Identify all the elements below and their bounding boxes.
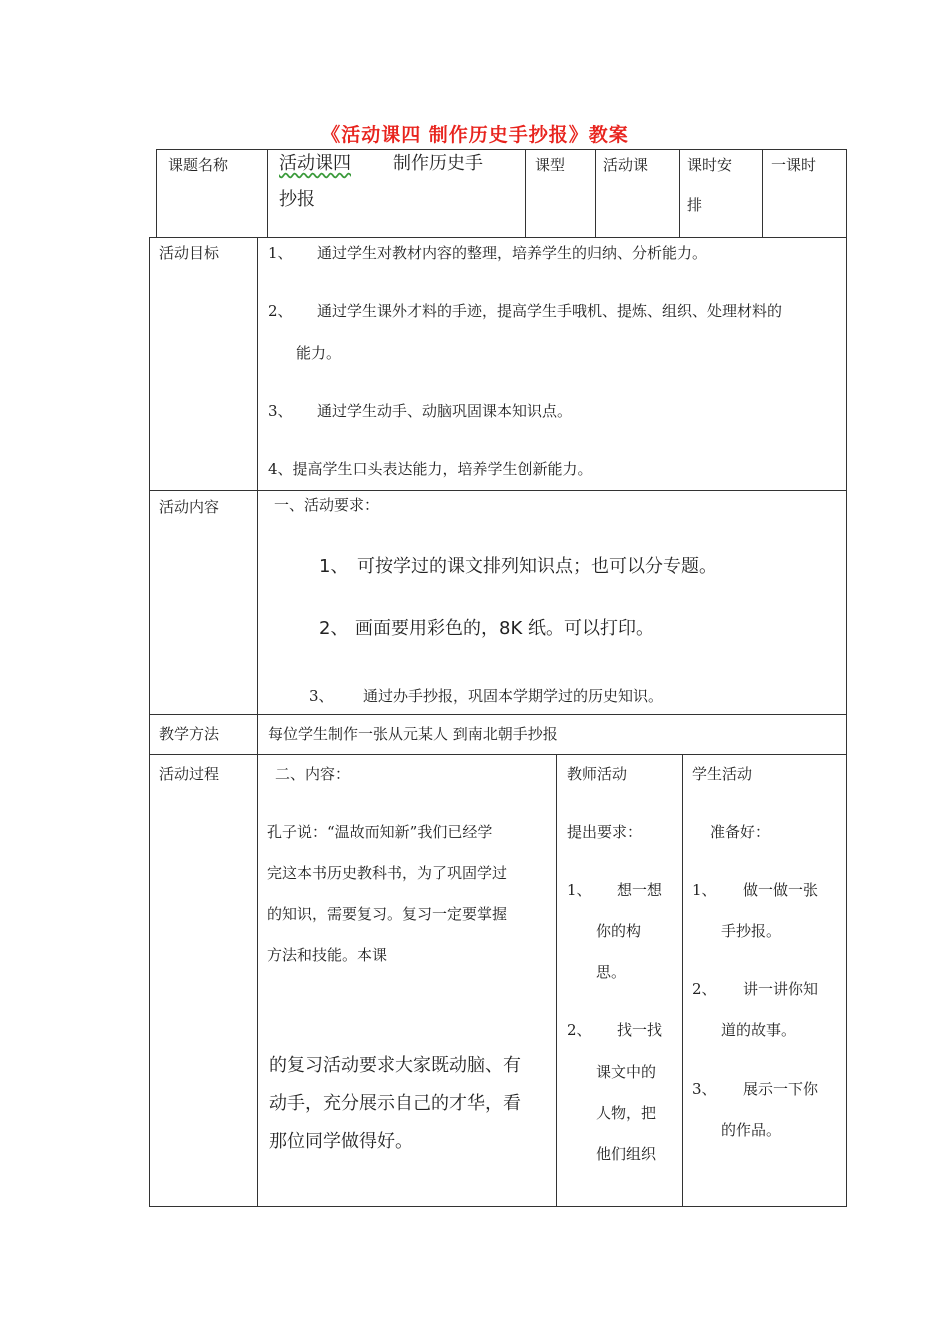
process-big-line: 那位同学做得好。 — [269, 1131, 413, 1152]
lesson-plan-table — [149, 149, 847, 1207]
table-border-left — [149, 237, 150, 1207]
teacher-item-text: 找一找 — [617, 1021, 663, 1039]
requirement-number: 1、 — [319, 556, 349, 577]
table-border-right — [846, 149, 847, 1207]
student-item-text: 道的故事。 — [721, 1021, 797, 1039]
teacher-prompt: 提出要求： — [567, 823, 643, 841]
teacher-item-text: 课文中的 — [596, 1063, 657, 1081]
process-big-line: 动手，充分展示自己的才华，看 — [269, 1093, 521, 1114]
topic-value: 活动课四 — [279, 153, 351, 174]
requirement-text: 画面要用彩色的，8K 纸。可以打印。 — [355, 618, 654, 639]
process-intro-line: 孔子说：“温故而知新”我们已经学 — [267, 823, 493, 841]
teacher-item-text: 想一想 — [617, 881, 663, 899]
goal-text: 通过学生课外才料的手迹，提高学生手哦机、提炼、组织、处理材料的 — [317, 302, 783, 320]
student-item-number: 2、 — [692, 980, 717, 998]
process-intro-line: 方法和技能。本课 — [267, 946, 388, 964]
goal-number: 2、 — [268, 302, 293, 320]
hours-label-wrap: 排 — [687, 196, 703, 214]
col-divider — [556, 754, 557, 1207]
student-item-text: 展示一下你 — [743, 1080, 819, 1098]
student-prompt: 准备好： — [710, 823, 771, 841]
student-activity-label: 学生活动 — [692, 765, 753, 783]
col-divider — [156, 149, 157, 237]
goal-text: 通过学生动手、动脑巩固课本知识点。 — [317, 402, 573, 420]
process-intro-line: 的知识，需要复习。复习一定要掌握 — [267, 905, 508, 923]
student-item-number: 1、 — [692, 881, 717, 899]
col-divider — [595, 149, 596, 237]
student-item-number: 3、 — [692, 1080, 717, 1098]
goal-number: 3、 — [268, 402, 293, 420]
row-divider — [149, 714, 847, 715]
teacher-activity-label: 教师活动 — [567, 765, 628, 783]
teacher-item-text: 他们组织 — [596, 1145, 657, 1163]
method-label: 教学方法 — [159, 725, 220, 743]
content-heading: 一、活动要求： — [274, 496, 380, 514]
goal-text: 4、提高学生口头表达能力，培养学生创新能力。 — [268, 460, 593, 478]
teacher-item-number: 1、 — [567, 881, 592, 899]
requirement-number: 2、 — [319, 618, 349, 639]
requirement-text: 可按学过的课文排列知识点；也可以分专题。 — [357, 556, 717, 577]
col-divider — [257, 237, 258, 1207]
type-label: 课型 — [535, 156, 566, 174]
process-label: 活动过程 — [159, 765, 220, 783]
teacher-item-number: 2、 — [567, 1021, 592, 1039]
goals-label: 活动目标 — [159, 244, 220, 262]
topic-value-wrap: 抄报 — [279, 189, 315, 210]
method-text: 每位学生制作一张从元某人 到南北朝手抄报 — [268, 725, 558, 743]
teacher-item-text: 思。 — [596, 963, 627, 981]
col-divider — [762, 149, 763, 237]
col-divider — [682, 754, 683, 1207]
student-item-text: 手抄报。 — [721, 922, 782, 940]
table-border-top — [156, 149, 847, 150]
student-item-text: 做一做一张 — [743, 881, 819, 899]
teacher-item-text: 人物，把 — [596, 1104, 657, 1122]
col-divider — [679, 149, 680, 237]
row-divider — [149, 490, 847, 491]
student-item-text: 讲一讲你知 — [743, 980, 819, 998]
requirement-text: 通过办手抄报，巩固本学期学过的历史知识。 — [363, 687, 664, 705]
student-item-text: 的作品。 — [721, 1121, 782, 1139]
goal-text-wrap: 能力。 — [296, 344, 342, 362]
hours-value: 一课时 — [771, 156, 817, 174]
row-divider — [149, 754, 847, 755]
type-value: 活动课 — [603, 156, 649, 174]
col-divider — [267, 149, 268, 237]
hours-label: 课时安 — [687, 156, 733, 174]
document-title: 《活动课四 制作历史手抄报》教案 — [321, 124, 629, 146]
process-intro-line: 完这本书历史教科书，为了巩固学过 — [267, 864, 508, 882]
process-heading: 二、内容： — [275, 765, 351, 783]
goal-text: 通过学生对教材内容的整理，培养学生的归纳、分析能力。 — [317, 244, 708, 262]
topic-label: 课题名称 — [168, 156, 229, 174]
teacher-item-text: 你的构 — [596, 922, 642, 940]
topic-value-continued: 制作历史手 — [393, 153, 483, 174]
row-divider — [149, 237, 847, 238]
process-big-line: 的复习活动要求大家既动脑、有 — [269, 1055, 521, 1076]
col-divider — [525, 149, 526, 237]
table-border-bottom — [149, 1206, 847, 1207]
goal-number: 1、 — [268, 244, 293, 262]
content-label: 活动内容 — [159, 498, 220, 516]
requirement-number: 3、 — [309, 687, 334, 705]
